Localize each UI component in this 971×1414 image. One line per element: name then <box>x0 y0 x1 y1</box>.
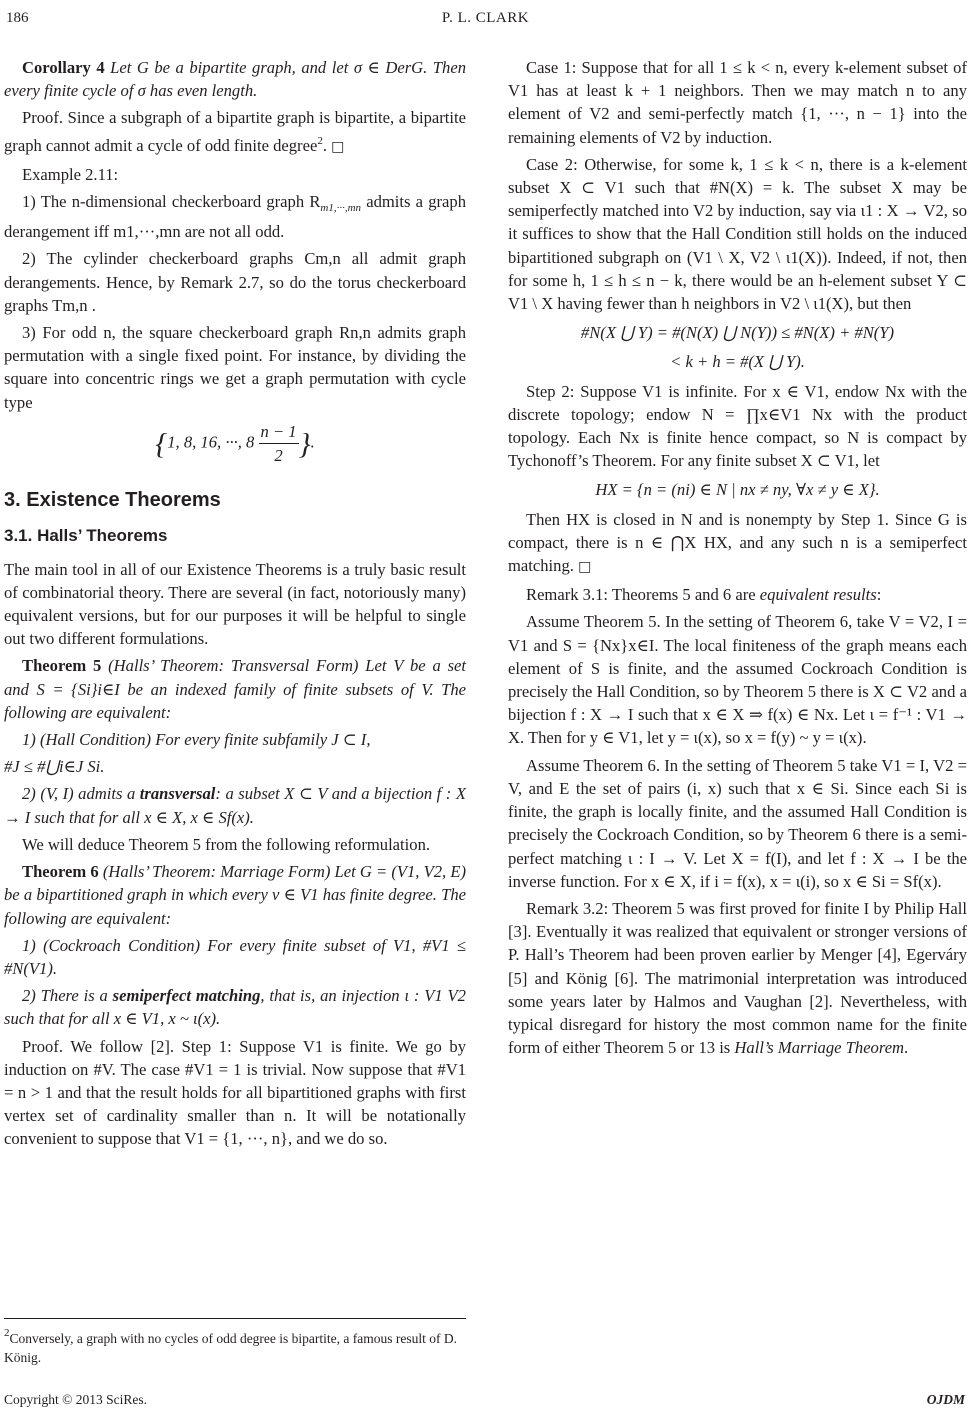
theorem-6-item-1: 1) (Cockroach Condition) For every finite subset of V1, #V1 ≤ #N(V1). <box>4 935 466 978</box>
case-2: Case 2: Otherwise, for some k, 1 ≤ k < n, there is a k-element subset X ⊂ V1 such that #N(X) = k. The subset X may be semiperfectly matched into V2 by induction, say via ι1 : X → V2, so it suffices to show that the Hall Condition still holds on the induced bipartitioned subgraph on (V1 \ X, V2 \ ι1(X)). Indeed, if not, then for some h, 1 ≤ h ≤ n − k, there would be an h-element subset Y ⊂ V1 \ X having fewer than h neighbors in V2 \ ι1(X), but then <box>508 154 967 314</box>
theorem-5-heading: (Halls’ Theorem: Transversal Form) <box>108 656 359 676</box>
qed-mark: □ <box>331 138 345 155</box>
theorem-6 <box>4 860 466 930</box>
theorem-5-item-1: 1) (Hall Condition) For every finite subfamily J ⊂ I, <box>22 730 371 750</box>
cycle-type-equation: {1, 8, 16, ···, 8 $\frac{n - 1}{2}$ }. <box>4 420 466 467</box>
example-item-1 <box>4 190 466 243</box>
corollary-label: Corollary 4 <box>22 58 105 77</box>
corollary-4 <box>4 56 466 102</box>
footnote-text: Conversely, a graph with no cycles of odd degree is bipartite, a famous result of D. König. <box>4 1331 457 1365</box>
theorem-5 <box>4 654 466 724</box>
semiperfect-matching-term: semiperfect matching <box>112 986 261 1006</box>
copyright-footer: Copyright © 2013 SciRes. <box>4 1392 148 1407</box>
step-2: Step 2: Suppose V1 is infinite. For x ∈ V1, endow Nx with the discrete topology; endow N = ∏x∈V1 Nx with the product topology. Each Nx is finite hence compact, so N is compact by Tychonoff’s Theorem. For any finite subset X ⊂ V1, let <box>508 381 967 471</box>
hall-condition-equation: #J ≤ #⋃i∈J Si. <box>4 757 105 777</box>
left-column <box>4 56 466 1151</box>
case-2-equation-line-1: #N(X ⋃ Y) = #(N(X) ⋃ N(Y)) ≤ #N(X) + #N(Y) <box>580 323 895 343</box>
example-item-3: 3) For odd n, the square checkerboard graph Rn,n admits graph permutation with a single fixed point. For instance, by dividing the square into concentric rings we get a graph permutation with cycle type <box>4 323 466 412</box>
assume-theorem-5: Assume Theorem 5. In the setting of Theorem 6, take V = V2, I = V1 and S = {Nx}x∈I. The local finiteness of the graph means each element of S is finite, and the assumed Cockroach Condition is precisely the Hall Condition, so by Theorem 5 there is X ⊂ V2 and a bijection f : X → I such that x ∈ X ⇒ f(x) ∈ Nx. Let ι = f⁻¹ : V1 → X. Then for y ∈ V1, let y = ι(x), so x = f(y) ~ y = ι(x). <box>508 612 967 748</box>
theorem-5-text: Let V be a set and S = {Si}i∈I be an indexed family of finite subsets of V. The following are equivalent: <box>4 656 466 722</box>
right-column <box>508 56 967 1059</box>
theorem-6-text: Let G = (V1, V2, E) be a bipartitioned graph in which every v ∈ V1 has finite degree. The following are equivalent: <box>4 862 466 928</box>
theorem-5-label: Theorem 5 <box>22 656 102 676</box>
theorem-6-label: Theorem 6 <box>22 862 99 882</box>
qed-mark-2: □ <box>578 559 592 576</box>
footnote <box>4 1324 466 1367</box>
example-1-subscript: m1,···,mn <box>320 202 362 215</box>
assume-theorem-6: Assume Theorem 6. In the setting of Theorem 5 take V1 = I, V2 = V, and E the set of pairs (i, x) such that x ∈ Si. Since each Si is finite, the graph is locally finite, and the assumed Hall Condition is precisely the Cockroach Condition, so by Theorem 6 there is a semi-perfect matching ι : I → V. Let X = f(I), and let f : X → I be the inverse function. For x ∈ X, if i = f(x), x = ι(i), so x ∈ Si = Sf(x). <box>508 755 967 891</box>
example-1-rest: admits a graph derangement iff m1,···,mn are not all odd. <box>4 192 466 242</box>
hx-definition-equation: HX = {n = (ni) ∈ N | nx ≠ ny, ∀x ≠ y ∈ X}. <box>595 480 880 500</box>
running-title: P. L. CLARK <box>441 10 530 26</box>
halls-marriage-theorem-term: Hall’s Marriage Theorem <box>734 1038 905 1058</box>
footnote-ref: 2 <box>317 134 323 147</box>
cycle-type-left: 1, 8, 16, ···, 8 <box>167 432 255 452</box>
corollary-text: Let G be a bipartite graph, and let σ ∈ DerG. Then every finite cycle of σ has even length. <box>4 58 466 101</box>
example-item-2: 2) The cylinder checkerboard graphs Cm,n all admit graph derangements. Hence, by Remark 2.7, so do the torus checkerboard graphs Tm,n . <box>4 249 466 315</box>
proof-corollary: Proof. Since a subgraph of a bipartite graph is bipartite, a bipartite graph cannot admit a cycle of odd finite degree$^2$. □ <box>4 108 466 155</box>
equivalent-results-term: equivalent results <box>759 585 877 605</box>
page-number: 186 <box>6 10 29 26</box>
journal-footer: OJDM <box>926 1392 965 1407</box>
proof-text: Proof. Since a subgraph of a bipartite graph is bipartite, a bipartite graph cannot admit a cycle of odd finite degree <box>4 108 466 155</box>
example-title: Example 2.11: <box>22 164 119 184</box>
page-header <box>0 10 971 32</box>
subsection-title: 3.1. Halls’ Theorems <box>4 526 168 546</box>
proof-theorem-6: Proof. We follow [2]. Step 1: Suppose V1 is finite. We go by induction on #V. The case #V1 = 1 is trivial. Now suppose that #V1 = n > 1 and that the result holds for all bipartitioned graphs with first vertex set of cardinality smaller than n. It will be notationally convenient to suppose that V1 = {1, ···, n}, and we do so. <box>4 1036 466 1149</box>
transversal-term: transversal <box>139 784 216 804</box>
intro-paragraph: The main tool in all of our Existence Theorems is a truly basic result of combinatorial theory. There are several (in fact, notoriously many) equivalent versions, but for our purposes it will be helpful to single out two different formulations. <box>4 559 466 649</box>
remark-3-2: Remark 3.2: Theorem 5 was first proved for finite I by Philip Hall [3]. Eventually it was realized that equivalent or stronger versions of P. Hall’s Theorem had been proven earlier by Menger [4], Egerváry [5] and König [6]. The matrimonial interpretation was introduced some years later by Halmos and Vaughan [2]. Nevertheless, with typical disregard for history the most common name for the finite form of either Theorem 5 or 13 is Hall’s Marriage Theorem. <box>508 898 967 1058</box>
remark-3-1: Remark 3.1: Theorems 5 and 6 are equivalent results: <box>526 585 882 605</box>
section-title: 3. Existence Theorems <box>4 489 221 512</box>
step-2-conclusion: Then HX is closed in N and is nonempty by Step 1. Since G is compact, there is n ∈ ⋂X HX, and any such n is a semiperfect matching. □ <box>508 509 967 576</box>
case-2-equation-line-2: < k + h = #(X ⋃ Y). <box>670 352 805 372</box>
theorem-5-item-2: 2) (V, I) admits a transversal: a subset X ⊂ V and a bijection f : X → I such that for all x ∈ X, x ∈ Sf(x). <box>4 784 466 827</box>
theorem-6-heading: (Halls’ Theorem: Marriage Form) <box>102 862 331 882</box>
example-1-text: 1) The n-dimensional checkerboard graph R <box>22 192 321 212</box>
theorem-6-item-2: 2) There is a semiperfect matching, that is, an injection ι : V1 V2 such that for all x ∈ V1, x ~ ι(x). <box>4 986 466 1029</box>
cycle-type-fraction: $\frac{n - 1}{2}$ <box>260 421 297 466</box>
deduce-paragraph: We will deduce Theorem 5 from the following reformulation. <box>22 834 431 854</box>
case-1: Case 1: Suppose that for all 1 ≤ k < n, every k-element subset of V1 has at least k + 1 neighbors. Then we may match n to any element of V2 and semi-perfectly match {1, ···, n − 1} into the remaining elements of V2 by induction. <box>508 58 967 147</box>
footnote-divider <box>4 1318 466 1319</box>
footnote-mark: 2 <box>4 1327 10 1339</box>
